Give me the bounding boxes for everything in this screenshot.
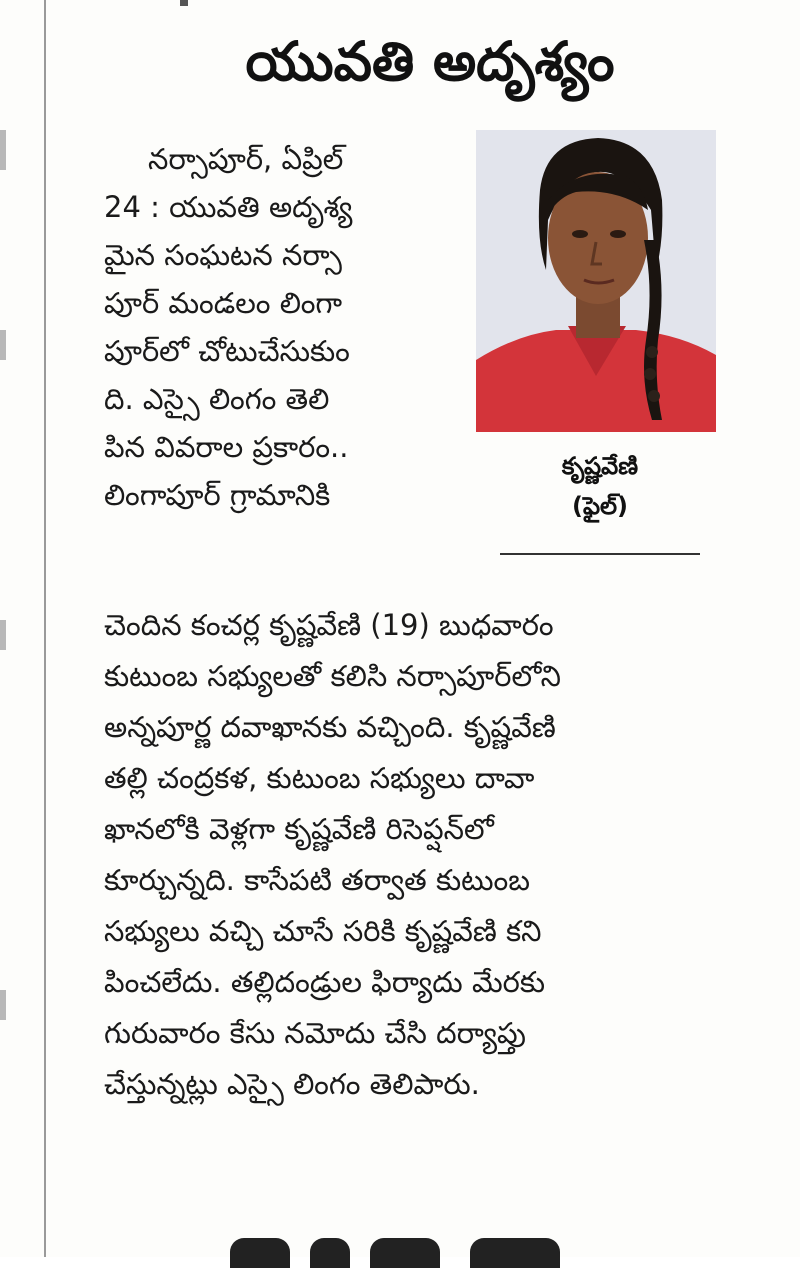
article-line: ఖానలోకి వెళ్లగా కృష్ణవేణి రిసెప్షన్‌లో (104, 812, 494, 846)
article-line: చేస్తున్నట్లు ఎస్సై లింగం తెలిపారు. (104, 1067, 480, 1101)
caption-underline (500, 553, 700, 555)
edge-mark (0, 990, 6, 1020)
article-line: అన్నపూర్ణ దవాఖానకు వచ్చింది. కృష్ణవేణి (104, 710, 556, 744)
portrait-photo (476, 130, 716, 432)
article-line: నర్సాపూర్, ఏప్రిల్ (148, 142, 344, 176)
next-article-headline-fragment (220, 1238, 580, 1278)
article-line: కుటుంబ సభ్యులతో కలిసి నర్సాపూర్‌లోని (104, 659, 561, 693)
edge-mark (0, 130, 6, 170)
column-divider (44, 0, 46, 1257)
portrait-illustration (476, 130, 716, 432)
caption-note: (ఫైల్) (571, 492, 629, 520)
article-line: లింగాపూర్ గ్రామానికి (104, 478, 331, 512)
article-line: చెందిన కంచర్ల కృష్ణవేణి (19) బుధవారం (104, 608, 554, 642)
caption-name: కృష్ణవేణి (561, 452, 639, 480)
article-line: ది. ఎస్సై లింగం తెలి (104, 382, 330, 416)
article-lead-column (104, 135, 444, 519)
edge-mark (0, 620, 6, 650)
article-line: తల్లి చంద్రకళ, కుటుంబ సభ్యులు దావా (104, 761, 535, 795)
article-line: 24 : యువతి అదృశ్య (104, 190, 353, 224)
article-line: పూర్ మండలం లింగా (104, 286, 343, 320)
article-line: పూర్‌లో చోటుచేసుకుం (104, 334, 350, 368)
article-line: పించలేదు. తల్లిదండ్రుల ఫిర్యాదు మేరకు (104, 965, 545, 999)
edge-mark (0, 330, 6, 360)
article-line: గురువారం కేసు నమోదు చేసి దర్యాప్తు (104, 1016, 526, 1050)
article-body (104, 600, 718, 1110)
previous-article-fragment (180, 0, 188, 6)
photo-caption (500, 446, 700, 526)
article-line: కూర్చున్నది. కాసేపటి తర్వాత కుటుంబ (104, 863, 530, 897)
article-line: మైన సంఘటన నర్సా (104, 238, 342, 272)
article-line: పిన వివరాల ప్రకారం.. (104, 430, 349, 464)
article-line: సభ్యులు వచ్చి చూసే సరికి కృష్ణవేణి కని (104, 914, 542, 948)
article-headline: యువతి అదృశ్యం (245, 30, 615, 93)
